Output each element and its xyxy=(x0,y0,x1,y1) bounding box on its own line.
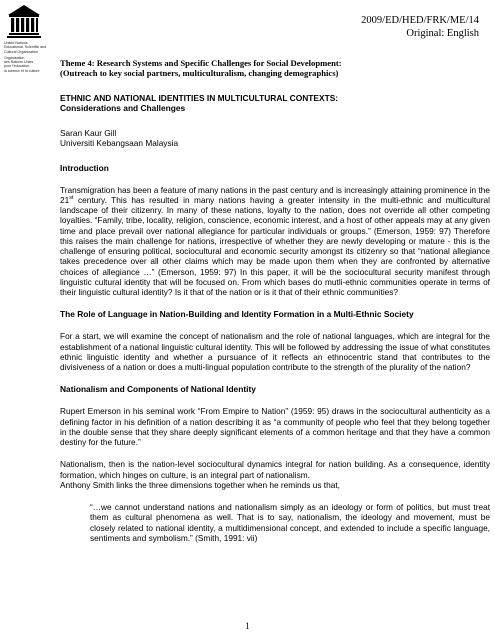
introduction-heading: Introduction xyxy=(60,162,109,173)
theme-heading xyxy=(60,58,490,79)
intro-text-a: Transmigration has been a feature of many nations in the past century and is increasingly attaining prominence in the 21 xyxy=(60,184,490,205)
logo-org-fr-2: des Nations Unies xyxy=(4,60,34,65)
nationalism-text-b: Anthony Smith links the three dimensions together when he reminds us that, xyxy=(60,479,340,490)
intro-text-b: century. This has resulted in many nations having a greater intensity in the multi-ethnic and multicultural landscape of their citizenry. In many of these nations, loyalty to the nation, does not override all other competing loyalties. “Family, tribe, locality, religion, conscience, economic interest, and a host of other appeals may at any given time and place prevail over national allegiance for particular individuals or groups.” (Emerson, 1959: 97) Therefore this raises the main challenge for nations, irrespective of whether they are newly developing or mature - this is the challenge of ensuring political, sociocultural and economic security amongst its citizenry so that “national allegiance takes precedence over all other claims which may be made upon them when they are confronted by alternative choices of allegiance …” (Emerson, 1959: 97) In this paper, it will be the sociocultural security manifest through linguistic cultural identity that will be focused on. From which bases do mutli-ethnic communities operate in terms of their linguistic cultural identity? Is it that of the nation or is it that of their ethnic communities? xyxy=(60,194,490,298)
unesco-temple-icon xyxy=(6,4,42,38)
logo-org-fr-3: pour l'éducation, xyxy=(4,64,31,69)
original-language: Original: English xyxy=(406,28,479,39)
paper-title xyxy=(60,93,490,113)
title-line-2: Considerations and Challenges xyxy=(60,103,186,114)
author-affiliation: Universiti Kebangsaan Malaysia xyxy=(60,138,179,149)
theme-line-1: Theme 4: Research Systems and Specific Challenges for Social Development: xyxy=(60,58,342,68)
page-number: 1 xyxy=(245,621,250,631)
logo-org-en-3: Cultural Organization xyxy=(4,49,38,54)
document-reference xyxy=(361,14,479,40)
title-line-1: ETHNIC AND NATIONAL IDENTITIES IN MULTICULTURAL CONTEXTS: xyxy=(60,92,339,103)
theme-line-2: (Outreach to key social partners, multiculturalism, changing demographics) xyxy=(60,68,339,79)
author-name: Saran Kaur Gill xyxy=(60,128,117,139)
reference-code: 2009/ED/HED/FRK/ME/14 xyxy=(361,15,479,26)
document-body xyxy=(60,58,490,543)
role-of-language-paragraph: For a start, we will examine the concept of nationalism and the role of national languages, which are integral for the establishment of a national linguistic cultural identity. This will be followed by addressing the issue of what constitutes ethnic linguistic identity and whether a pursuance of it reflects an ethnocentric stand that contributes to the divisiveness of a nation or does a multi-lingual population contribute to the strength of the plurality of the nation? xyxy=(60,331,490,373)
role-of-language-heading: The Role of Language in Nation-Building and Identity Formation in a Multi-Ethnic Society xyxy=(60,309,414,320)
logo-org-fr-1: Organisation xyxy=(4,55,25,60)
nationalism-paragraph-1: Rupert Emerson in his seminal work “From Empire to Nation” (1959: 95) draws in the sociocultural authenticity as a defining factor in his definition of a nation describing it as “a community of people who feel that they belong together in the double sense that they share deeply significant elements of a common heritage and that they have a common destiny for the future.” xyxy=(60,406,490,448)
logo-org-en-1: United Nations xyxy=(4,41,28,45)
author-block xyxy=(60,128,490,148)
nationalism-paragraph-2 xyxy=(60,459,490,490)
logo-org-fr-4: la science et la culture xyxy=(4,68,40,73)
logo-org-en-2: Educational, Scientific and xyxy=(4,45,47,50)
introduction-paragraph xyxy=(60,185,490,298)
smith-quotation: “…we cannot understand nations and nationalism simply as an ideology or form of politics, but must treat them as cultural phenomena as well. That is to say, nationalism, the ideology and movement, must be closely related to national identity, a multidimensional concept, and extended to include a specific language, sentiments and symbolism.” (Smith, 1991: vii) xyxy=(90,502,490,543)
intro-superscript: st xyxy=(69,195,74,202)
nationalism-heading: Nationalism and Components of National Identity xyxy=(60,384,256,395)
nationalism-text-a: Nationalism, then is the nation-level sociocultural dynamics integral for nation building. As a consequence, identity formation, which hinges on culture, is an integral part of nationalism. xyxy=(60,459,490,480)
unesco-logo xyxy=(4,4,60,73)
